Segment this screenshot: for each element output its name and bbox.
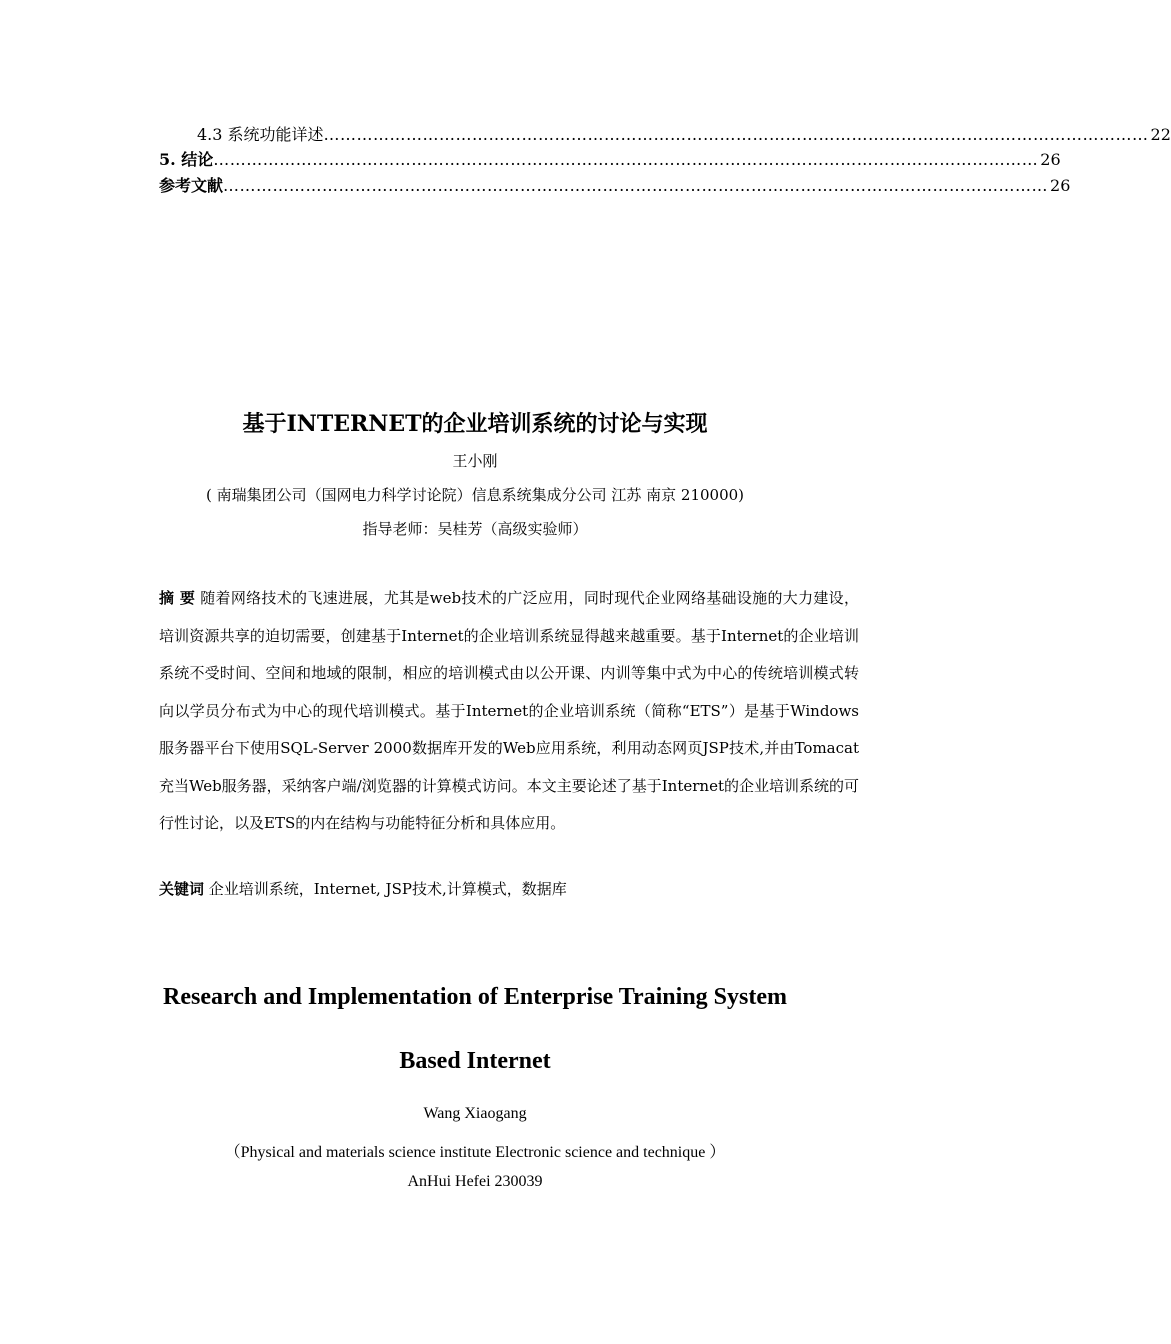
toc-entry-label: 5. 结论 — [159, 150, 214, 169]
author-name-english: Wang Xiaogang — [423, 1105, 527, 1122]
affiliation-chinese: ( 南瑞集团公司（国网电力科学讨论院）信息系统集成分公司 江苏 南京 210000) — [205, 486, 745, 504]
advisor-chinese: 指导老师：吴桂芳（高级实验师） — [362, 520, 588, 538]
affiliation-english: （Physical and materials science institute Electronic science and technique ） — [224, 1144, 726, 1161]
paper-title-chinese: 基于INTERNET的企业培训系统的讨论与实现 — [242, 411, 708, 437]
toc-entry-label: 4.3 系统功能详述 — [197, 125, 324, 144]
keywords-label: 关键词 — [159, 880, 205, 898]
paper-title-english-line1: Research and Implementation of Enterprise Training System — [163, 984, 787, 1010]
paper-title-english-line2: Based Internet — [399, 1048, 551, 1074]
keywords-text: 企业培训系统，Internet, JSP技术,计算模式，数据库 — [208, 880, 567, 898]
abstract-paragraph — [159, 580, 859, 843]
keywords-line — [159, 877, 859, 901]
toc-page-number: 22 — [1150, 125, 1171, 144]
toc-leader: …………………………………………………………………………………………………………………………………… — [223, 176, 1049, 195]
toc-entry-label: 参考文献 — [159, 176, 224, 195]
author-name-chinese: 王小刚 — [452, 452, 498, 470]
toc-page-number: 26 — [1040, 150, 1061, 169]
toc-leader: …………………………………………………………………………………………………………………………………… — [323, 125, 1149, 144]
toc-entry-conclusion — [159, 149, 1061, 171]
abstract-label: 摘 要 — [159, 589, 196, 607]
city-postcode-english: AnHui Hefei 230039 — [407, 1173, 543, 1190]
toc-leader: …………………………………………………………………………………………………………………………………… — [213, 150, 1039, 169]
abstract-text: 随着网络技术的飞速进展，尤其是web技术的广泛应用，同时现代企业网络基础设施的大力建设，培训资源共享的迫切需要，创建基于Internet的企业培训系统显得越来越重要。基于Internet的企业培训系统不受时间、空间和地域的限制，相应的培训模式由以公开课、内训等集中式为中心的传统培训模式转向以学员分布式为中心的现代培训模式。基于Internet的企业培训系统（简称“ETS”）是基于Windows服务器平台下使用SQL-Server 2000数据库开发的Web应用系统，利用动态网页JSP技术,并由Tomacat充当Web服务器，采纳客户端/浏览器的计算模式访问。本文主要论述了基于Internet的企业培训系统的可行性讨论，以及ETS的内在结构与功能特征分析和具体应用。 — [159, 589, 859, 832]
toc-entry-4-3 — [197, 124, 1171, 146]
toc-page-number: 26 — [1050, 176, 1071, 195]
toc-entry-references — [159, 175, 1071, 197]
